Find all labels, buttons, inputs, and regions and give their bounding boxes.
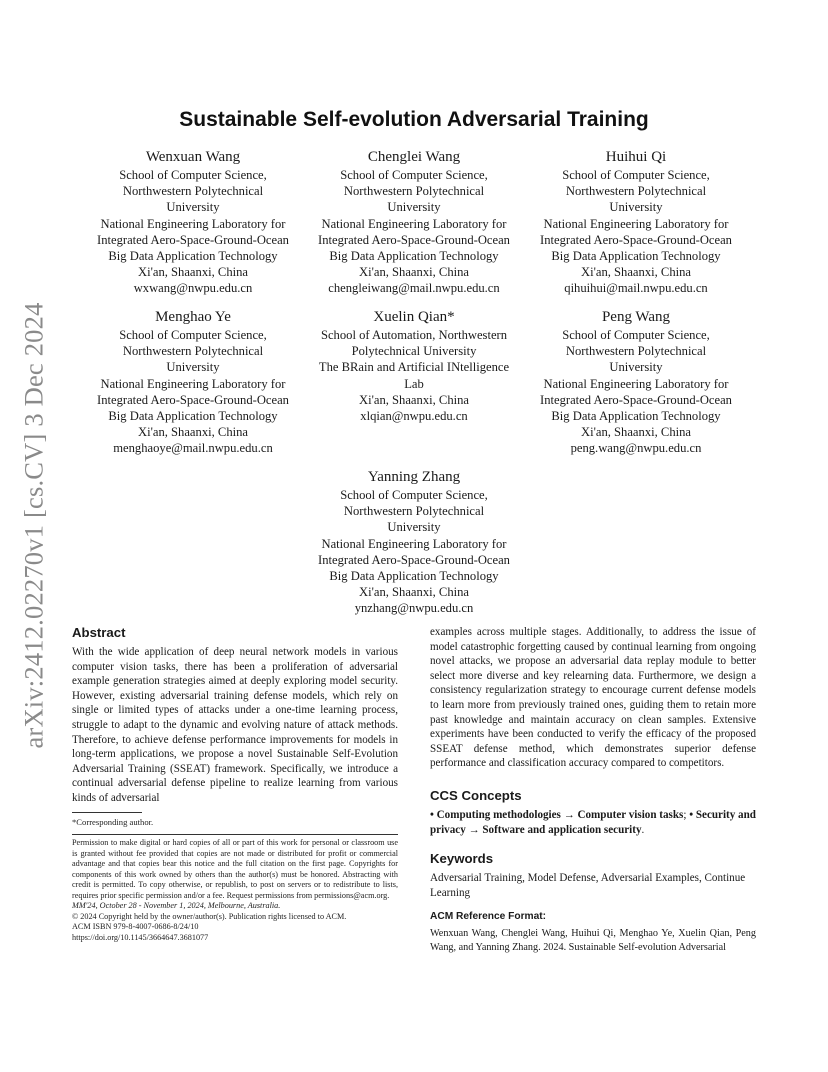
author-affiliation-line: Northwestern Polytechnical [343,184,485,199]
author-affiliation-line: School of Computer Science, [340,488,488,502]
ccs-end: . [641,823,645,836]
author-affiliation-line: University [609,360,663,375]
author-affiliation-line: National Engineering Laboratory for [543,216,729,231]
author-email[interactable]: peng.wang@nwpu.edu.cn [570,441,702,456]
author-affiliation-line: Integrated Aero-Space-Ground-Ocean [540,392,732,407]
author-affiliation-line: National Engineering Laboratory for [100,376,286,391]
permission-text: Permission to make digital or hard copies of all or part of this work for personal or classroom use is granted without fee provided that copies are not made or distributed for profit or commercial advantage and that copies bear this notice and the full citation on the first page. Copyrights for components of this work owned by others than the author(s) must be honored. Abstracting with credit is permitted. To copy otherwise, or republish, to post on servers or to redistribute to lists, requires prior specific permission and/or a fee. Request permissions from permissions@acm.org. [72,838,398,900]
author-affiliation-line: Big Data Application Technology [329,249,499,264]
acm-reference-heading: ACM Reference Format: [430,911,547,923]
permission-rule [72,834,398,835]
author-affiliation-line: Polytechnical University [351,344,477,359]
author-affiliation-line: Northwestern Polytechnical [122,344,264,359]
copyright-line: © 2024 Copyright held by the owner/author(s). Publication rights licensed to ACM. [72,911,347,921]
author-affiliation-line: Xi'an, Shaanxi, China [359,392,469,407]
author-affiliation-line: University [166,200,220,215]
author-name: Wenxuan Wang [145,149,241,165]
author-affiliation-line: School of Computer Science, [562,168,710,182]
ccs-separator: ; [683,808,690,821]
author-affiliation-line: Northwestern Polytechnical [565,184,707,199]
author-affiliation-line: Big Data Application Technology [108,249,278,264]
author-affiliation-line: Xi'an, Shaanxi, China [581,265,691,280]
author-affiliation-line: National Engineering Laboratory for [543,376,729,391]
author-affiliation-line: Big Data Application Technology [329,569,499,584]
keywords-heading: Keywords [430,851,494,867]
author-email[interactable]: wxwang@nwpu.edu.cn [133,281,253,296]
ccs-item-computing: • Computing methodologies → Computer vision tasks [430,808,684,821]
author-block [300,148,528,297]
author-name: Yanning Zhang [367,469,461,485]
author-affiliation-line: Xi'an, Shaanxi, China [138,425,248,440]
author-name: Chenglei Wang [367,149,461,165]
author-affiliation-line: School of Computer Science, [119,168,267,182]
author-block [300,308,528,424]
author-email[interactable]: ynzhang@nwpu.edu.cn [354,601,474,616]
author-affiliation-line: School of Automation, Northwestern [320,328,508,342]
permission-block [72,838,398,943]
right-column [430,625,756,954]
author-block [522,308,750,457]
isbn-line: ACM ISBN 979-8-4007-0686-8/24/10 [72,922,199,931]
ccs-concepts [430,808,756,837]
author-affiliation-line: Northwestern Polytechnical [343,504,485,519]
ccs-item-security: • Security and privacy → Software and application security [430,808,756,836]
author-email[interactable]: xlqian@nwpu.edu.cn [360,409,468,424]
acm-reference-text: Wenxuan Wang, Chenglei Wang, Huihui Qi, Menghao Ye, Xuelin Qian, Peng Wang, and Yanning Zhang. 2024. Sustainable Self-evolution Adversarial [430,927,756,953]
author-affiliation-line: Big Data Application Technology [108,409,278,424]
author-name: Huihui Qi [605,149,667,165]
author-affiliation-line: School of Computer Science, [340,168,488,182]
author-affiliation-line: National Engineering Laboratory for [100,216,286,231]
author-affiliation-line: National Engineering Laboratory for [321,216,507,231]
author-email[interactable]: qihuihui@mail.nwpu.edu.cn [564,281,708,296]
paper-title: Sustainable Self-evolution Adversarial Training [179,108,649,131]
author-affiliation-line: Xi'an, Shaanxi, China [359,265,469,280]
author-name: Peng Wang [601,309,671,325]
arxiv-id: arXiv:2412.02270v1 [cs.CV] 3 Dec 2024 [18,301,49,749]
author-block [300,468,528,617]
author-affiliation-line: University [387,200,441,215]
abstract-text-right: examples across multiple stages. Additionally, to address the issue of model catastrophic forgetting caused by continual learning from ongoing novel attacks, we propose an adversarial data replay module to better select more diverse and key relearning data. Furthermore, we design a consistency regularization strategy to encourage current defense models to learn more from previously trained ones, guiding them to retain more past knowledge and maintain accuracy on clean samples. Extensive experiments have been conducted to verify the efficacy of the proposed SSEAT defense method, which demonstrates superior defense performance and classification accuracy compared to competitors. [430,626,756,770]
author-name: Xuelin Qian* [373,309,455,325]
author-affiliation-line: Big Data Application Technology [551,409,721,424]
author-affiliation-line: The BRain and Artificial INtelligence [318,360,510,375]
abstract-text-left: With the wide application of deep neural network models in various computer vision tasks, there has been a proliferation of adversarial example generation strategies aimed at deeply exploring model security. However, existing adversarial training defense models, which rely on single or limited types of attacks under a one-time learning process, struggle to adapt to the dynamic and evolving nature of attack methods. Therefore, to achieve defense performance improvements for models in long-term applications, we propose a novel Sustainable Self-Evolution Adversarial Training (SSEAT) framework. Specifically, we introduce a continual adversarial defense pipeline to realize learning from various kinds of adversarial [72,646,398,804]
author-affiliation-line: Xi'an, Shaanxi, China [581,425,691,440]
author-affiliation-line: National Engineering Laboratory for [321,536,507,551]
author-email[interactable]: menghaoye@mail.nwpu.edu.cn [113,441,273,456]
author-affiliation-line: Integrated Aero-Space-Ground-Ocean [97,232,289,247]
author-affiliation-line: Integrated Aero-Space-Ground-Ocean [540,232,732,247]
author-affiliation-line: Integrated Aero-Space-Ground-Ocean [318,232,510,247]
author-affiliation-line: University [387,520,441,535]
corresponding-footnote: *Corresponding author. [72,817,154,827]
author-affiliation-line: Xi'an, Shaanxi, China [138,265,248,280]
author-affiliation-line: School of Computer Science, [562,328,710,342]
author-name: Menghao Ye [155,309,231,325]
venue-line: MM'24, October 28 - November 1, 2024, Melbourne, Australia. [72,901,281,910]
author-affiliation-line: School of Computer Science, [119,328,267,342]
abstract-heading: Abstract [72,625,126,640]
author-block [79,148,307,297]
author-affiliation-line: Big Data Application Technology [551,249,721,264]
author-affiliation-line: University [609,200,663,215]
author-affiliation-line: Lab [404,376,424,391]
author-affiliation-line: Northwestern Polytechnical [122,184,264,199]
author-email[interactable]: chengleiwang@mail.nwpu.edu.cn [328,281,500,296]
author-block [79,308,307,457]
author-affiliation-line: Integrated Aero-Space-Ground-Ocean [97,392,289,407]
author-affiliation-line: University [166,360,220,375]
author-affiliation-line: Xi'an, Shaanxi, China [359,585,469,600]
author-block [522,148,750,297]
left-column [72,624,398,806]
doi-link[interactable]: https://doi.org/10.1145/3664647.3681077 [72,932,209,942]
footnote-rule [72,812,142,813]
author-affiliation-line: Northwestern Polytechnical [565,344,707,359]
arxiv-stamp [14,290,54,760]
ccs-heading: CCS Concepts [430,787,522,803]
author-affiliation-line: Integrated Aero-Space-Ground-Ocean [318,552,510,567]
keywords-text: Adversarial Training, Model Defense, Adversarial Examples, Continue Learning [430,872,746,899]
